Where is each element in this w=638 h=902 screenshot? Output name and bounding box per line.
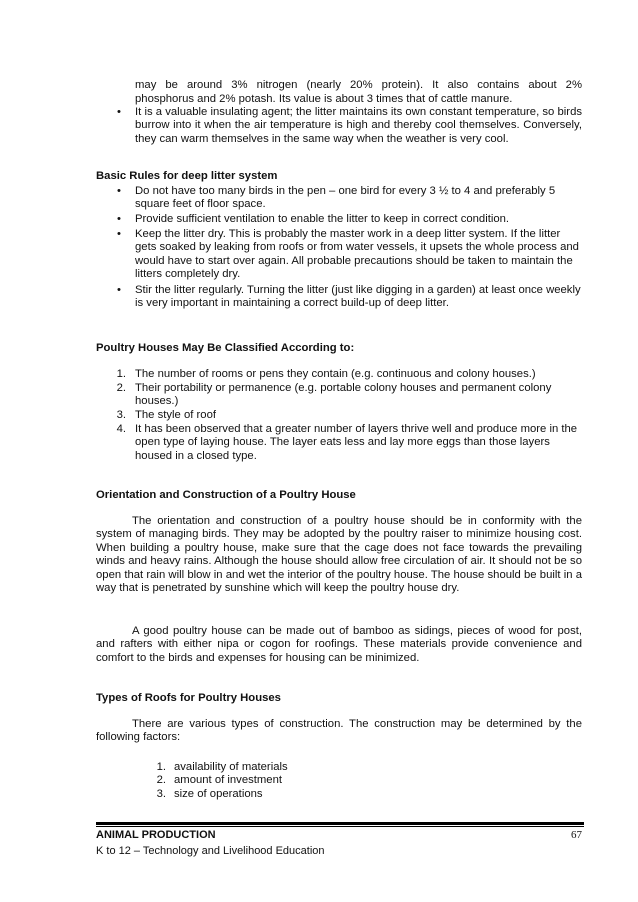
classified-item: The number of rooms or pens they contain (e.g. continuous and colony houses.) (135, 368, 536, 380)
roof-factor-item: size of operations (174, 788, 263, 800)
roof-factor-item: availability of materials (174, 761, 288, 773)
classified-item: It has been observed that a greater number of layers thrive well and produce more in the open type of laying house. The layer eats less and lay more eggs than those layers housed in a closed type. (135, 423, 578, 462)
roofs-intro-paragraph: There are various types of construction. The construction may be determined by the following factors: (96, 718, 582, 744)
list-number: 3. (156, 788, 166, 800)
classified-heading: Poultry Houses May Be Classified According to: (96, 342, 355, 354)
basic-rule-item: Provide sufficient ventilation to enable the litter to keep in correct condition. (135, 213, 510, 225)
classified-item: Their portability or permanence (e.g. portable colony houses and permanent colony houses.) (135, 382, 552, 408)
basic-rule-item: Do not have too many birds in the pen – one bird for every 3 ½ to 4 and preferably 5 square feet of floor space. (135, 185, 556, 211)
footer-subtitle: K to 12 – Technology and Livelihood Education (96, 845, 325, 857)
roof-factor-item: amount of investment (174, 774, 283, 786)
footer-title: ANIMAL PRODUCTION (96, 829, 216, 841)
continued-line-1: may be around 3% nitrogen (nearly 20% protein). It also contains about 2% (135, 79, 582, 91)
list-number: 2. (156, 774, 166, 786)
bullet-icon: • (117, 284, 121, 296)
classified-item: The style of roof (135, 409, 216, 421)
orientation-heading: Orientation and Construction of a Poultry House (96, 489, 356, 501)
basic-rule-item: Stir the litter regularly. Turning the litter (just like digging in a garden) at least once weekly is very important in maintaining a correct build-up of deep litter. (135, 284, 581, 310)
page-number: 67 (571, 829, 582, 841)
list-number: 3. (116, 409, 126, 421)
list-number: 2. (116, 382, 126, 394)
basic-rules-heading: Basic Rules for deep litter system (96, 170, 278, 182)
continued-line-2: phosphorus and 2% potash. Its value is about 3 times that of cattle manure. (135, 93, 513, 105)
list-number: 1. (156, 761, 166, 773)
bullet-icon: • (117, 228, 121, 240)
list-number: 1. (116, 368, 126, 380)
orientation-paragraph: A good poultry house can be made out of bamboo as sidings, pieces of wood for post, and rafters with either nipa or cogon for roofings. These materials provide convenience and comfort to the birds and expenses for housing can be minimized. (96, 625, 582, 664)
bullet-icon: • (117, 213, 121, 225)
bullet-icon: • (117, 106, 121, 118)
footer-rule (96, 822, 584, 825)
roofs-heading: Types of Roofs for Poultry Houses (96, 692, 281, 704)
basic-rule-item: Keep the litter dry. This is probably the master work in a deep litter system. If the litter gets soaked by leaking from roofs or from water vessels, it upsets the whole process and would have to start over again. All probable precautions should be taken to maintain the litters completely dry. (135, 228, 579, 281)
bullet-icon: • (117, 185, 121, 197)
insulating-agent-bullet: It is a valuable insulating agent; the litter maintains its own constant temperature, so birds burrow into it when the air temperature is high and thereby cool themselves. Conversely, they can warm themselves in the same way when the weather is very cool. (135, 106, 582, 145)
orientation-paragraph: The orientation and construction of a poultry house should be in conformity with the system of managing birds. They may be adopted by the poultry raiser to minimize housing cost. When building a poultry house, make sure that the cage does not face towards the prevailing winds and heavy rains. Although the house should allow free circulation of air. It should not be so open that rain will blow in and wet the interior of the poultry house. The house should be built in a way that is penetrated by sunshine which will keep the poultry house dry. (96, 515, 582, 595)
footer-rule (96, 826, 584, 827)
list-number: 4. (116, 423, 126, 435)
